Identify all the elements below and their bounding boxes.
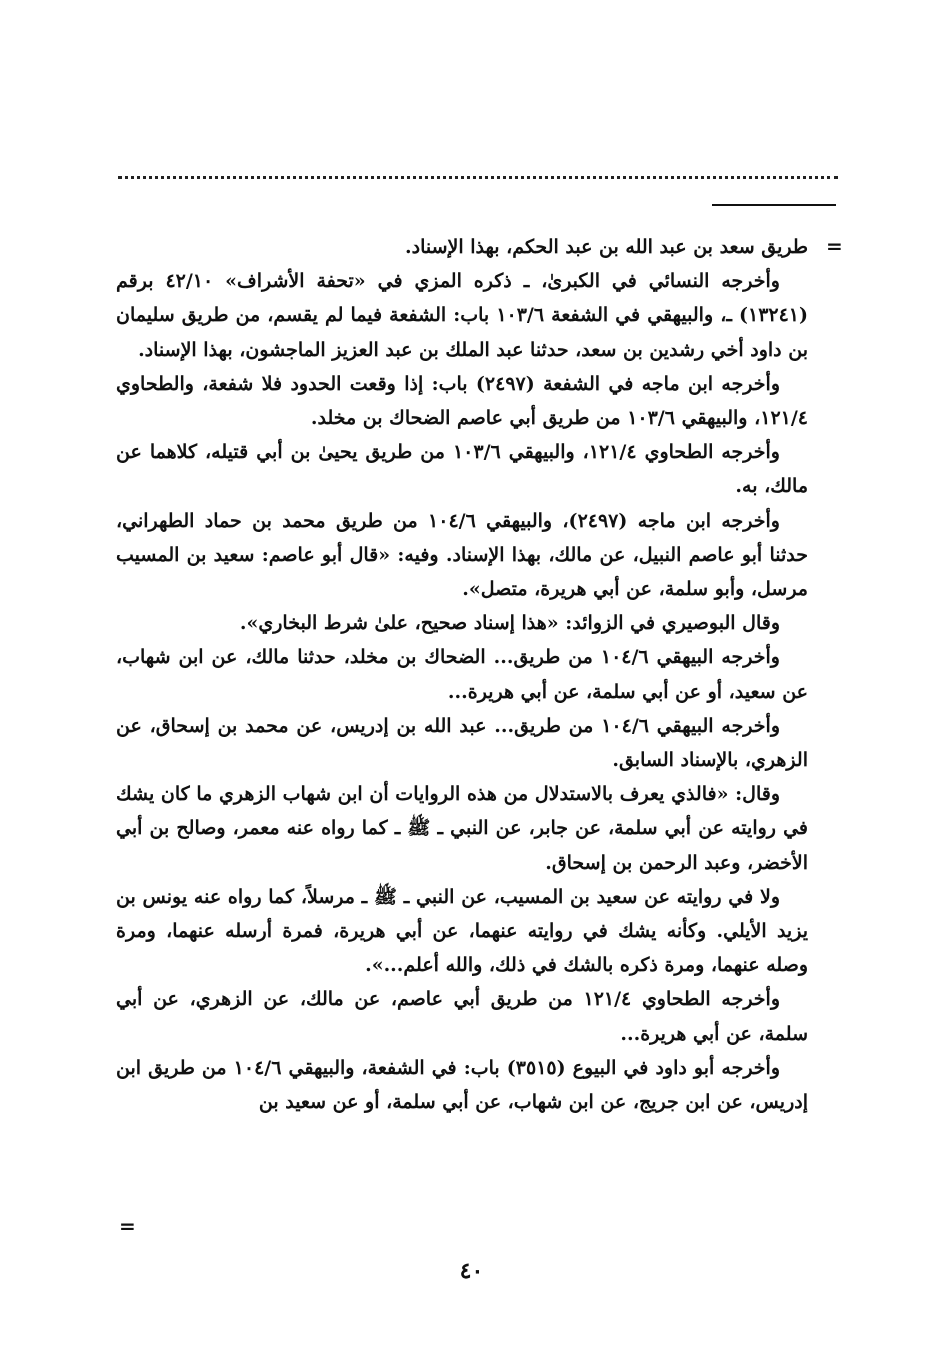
paragraph: وأخرجه البيهقي ١٠٤/٦ من طريق... الضحاك بن مخلد، حدثنا مالك، عن ابن شهاب، عن سعيد، أو عن أبي سلمة، عن أبي هريرة...	[116, 646, 808, 703]
paragraph: وأخرجه أبو داود في البيوع (٣٥١٥) باب: في الشفعة، والبيهقي ١٠٤/٦ من طريق ابن إدريس، عن ابن جريج، عن ابن شهاب، عن أبي سلمة، أو عن سعيد بن	[116, 1056, 808, 1114]
paragraph: وأخرجه ابن ماجه (٢٤٩٧)، والبيهقي ١٠٤/٦ من طريق محمد بن حماد الطهراني، حدثنا أبو عاصم النبيل، عن مالك، بهذا الإسناد. وفيه: «قال أبو عاصم: سعيد بن المسيب مرسل، وأبو سلمة، عن أبي هريرة، متصل».	[116, 509, 808, 601]
paragraph: وأخرجه الطحاوي ١٢١/٤، والبيهقي ١٠٣/٦ من طريق يحيىٰ بن أبي قتيله، كلاهما عن مالك، به.	[116, 441, 808, 498]
paragraph: طريق سعد بن عبد الله بن عبد الحكم، بهذا الإسناد.	[405, 236, 808, 258]
footnote-solid-separator	[712, 204, 836, 206]
paragraph: وأخرجه النسائي في الكبرىٰ، ـ ذكره المزي في «تحفة الأشراف» ٤٢/١٠ برقم (١٣٢٤١) ـ، والبيهقي في الشفعة ١٠٣/٦ باب: الشفعة فيما لم يقسم، من طريق سليمان بن داود أخي رشدين بن سعد، حدثنا عبد الملك بن عبد العزيز الماجشون، بهذا الإسناد.	[116, 270, 809, 361]
paragraph: وأخرجه البيهقي ١٠٤/٦ من طريق... عبد الله بن إدريس، عن محمد بن إسحاق، عن الزهري، بالإسناد السابق.	[116, 714, 808, 772]
paragraph: ولا في روايته عن سعيد بن المسيب، عن النبي ـ ﷺ ـ مرسلاً، كما رواه عنه يونس بن يزيد الأيلي. وكأنه يشك في روايته عنهما، عن أبي هريرة، فمرة أرسله عنهما، ومرة وصله عنهما، ومرة ذكره بالشك في ذلك، والله أعلم...».	[116, 885, 808, 977]
page-number: ٤٠	[459, 1258, 484, 1284]
paragraph: وقال: «فالذي يعرف بالاستدلال من هذه الروايات أن ابن شهاب الزهري ما كان يشك في روايته عن أبي سلمة، عن جابر، عن النبي ـ ﷺ ـ كما رواه عنه معمر، وصالح بن أبي الأخضر، وعبد الرحمن بن إسحاق.	[116, 783, 808, 874]
footnote-dotted-separator	[118, 176, 838, 179]
continuation-mark-end: =	[119, 1214, 136, 1238]
paragraph: وقال البوصيري في الزوائد: «هذا إسناد صحيح، علىٰ شرط البخاري».	[239, 612, 780, 635]
paragraph: وأخرجه الطحاوي ١٢١/٤ من طريق أبي عاصم، عن مالك، عن الزهري، عن أبي سلمة، عن أبي هريرة...	[116, 988, 808, 1045]
footnote-text	[116, 230, 808, 1119]
paragraph: وأخرجه ابن ماجه في الشفعة (٢٤٩٧) باب: إذا وقعت الحدود فلا شفعة، والطحاوي ١٢١/٤، والبيهقي ١٠٣/٦ من طريق أبي عاصم الضحاك بن مخلد.	[116, 372, 808, 430]
continuation-mark-start: =	[826, 234, 843, 258]
